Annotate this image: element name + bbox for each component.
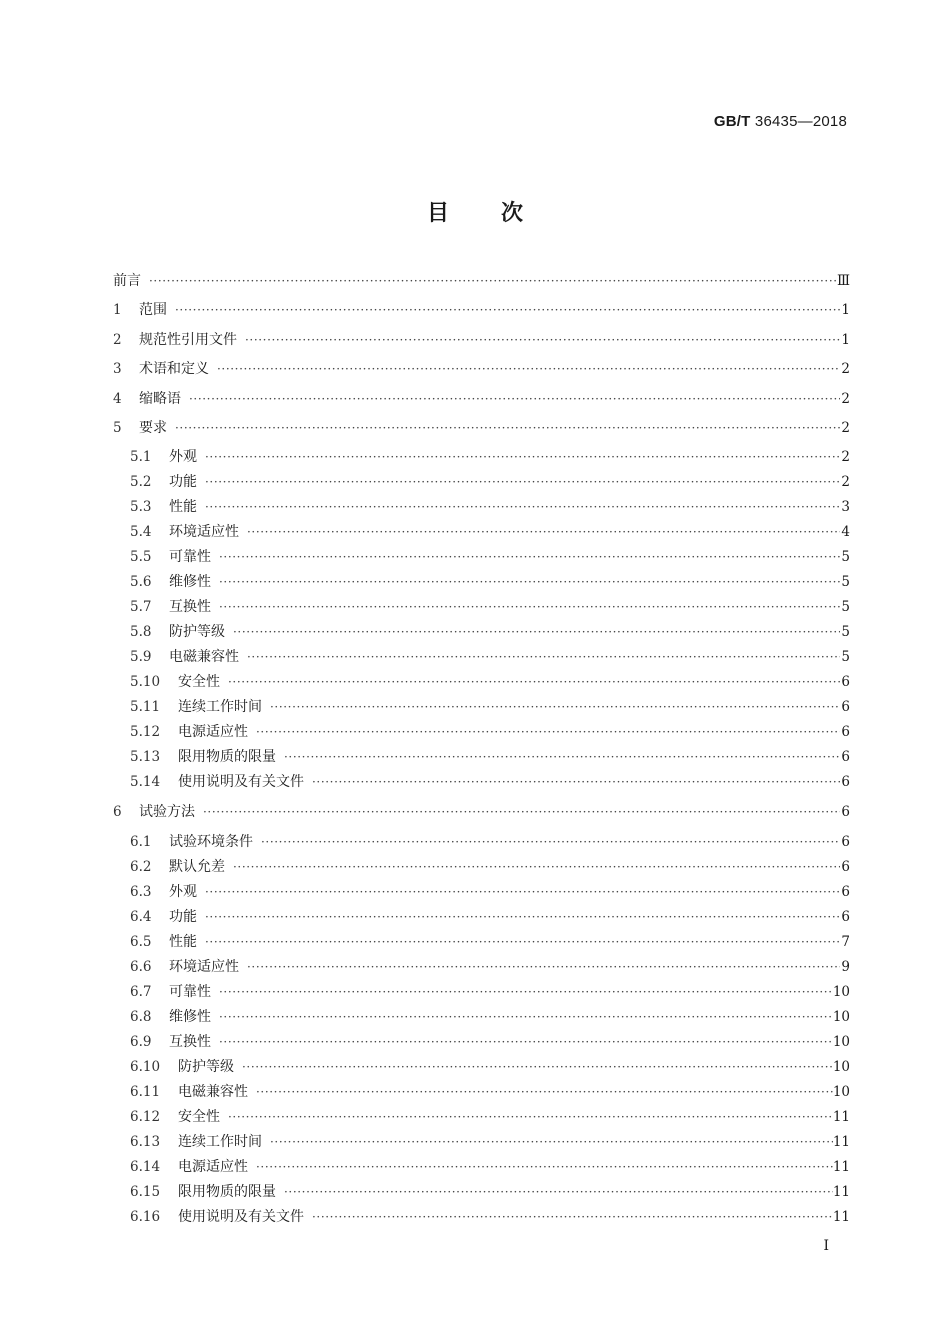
- toc-entry-page: 6: [841, 908, 850, 925]
- toc-entry-page: 10: [832, 1033, 850, 1050]
- toc-entry-number: 4: [113, 390, 122, 407]
- toc-entry-label: 电源适应性: [178, 724, 248, 741]
- toc-entry-label: 维修性: [169, 1008, 211, 1025]
- toc-entry-label: 限用物质的限量: [178, 1183, 276, 1200]
- toc-entry[interactable]: [113, 956, 850, 981]
- toc-entry-label: 试验环境条件: [169, 833, 253, 850]
- toc-entry-label: 限用物质的限量: [178, 749, 276, 766]
- toc-dot-leader: [252, 1160, 833, 1174]
- toc-entry-page: 5: [841, 599, 850, 616]
- toc-entry-label: 电源适应性: [178, 1158, 248, 1175]
- toc-dot-leader: [215, 985, 833, 999]
- toc-entry-number: 6.3: [130, 883, 152, 900]
- toc-dot-leader: [171, 303, 840, 317]
- toc-dot-leader: [145, 274, 837, 288]
- toc-entry-page: 3: [841, 499, 850, 516]
- toc-entry-number: 5.10: [130, 674, 161, 691]
- toc-entry-page: 4: [841, 524, 850, 541]
- toc-entry[interactable]: [113, 546, 850, 571]
- toc-entry[interactable]: [113, 621, 850, 646]
- toc-entry-label: 性能: [169, 933, 197, 950]
- toc-dot-leader: [266, 1135, 833, 1149]
- toc-dot-leader: [213, 362, 840, 376]
- toc-entry-number: 6.10: [130, 1058, 161, 1075]
- toc-entry-number: 6.2: [130, 858, 152, 875]
- toc-entry-label: 使用说明及有关文件: [178, 1208, 304, 1225]
- toc-dot-leader: [201, 475, 840, 489]
- toc-entry-label: 防护等级: [169, 624, 225, 641]
- toc-dot-leader: [280, 750, 840, 764]
- toc-entry[interactable]: [113, 1106, 850, 1131]
- toc-entry-number: 6.7: [130, 983, 152, 1000]
- toc-entry-label: 环境适应性: [169, 524, 239, 541]
- toc-entry[interactable]: [113, 671, 850, 696]
- toc-dot-leader: [215, 1035, 833, 1049]
- toc-entry[interactable]: [113, 1006, 850, 1031]
- toc-entry-page: 2: [841, 390, 850, 407]
- toc-entry-number: 5.4: [130, 524, 152, 541]
- toc-entry-number: 2: [113, 331, 122, 348]
- toc-entry-label: 功能: [169, 474, 197, 491]
- toc-entry[interactable]: [113, 471, 850, 496]
- toc-entry-page: 9: [841, 958, 850, 975]
- toc-entry-number: 6.8: [130, 1008, 152, 1025]
- toc-entry-page: 1: [841, 331, 850, 348]
- toc-entry-page: 2: [841, 419, 850, 436]
- toc-entry-number: 5: [113, 419, 122, 436]
- toc-entry-page: 6: [841, 699, 850, 716]
- toc-entry-label: 默认允差: [169, 858, 225, 875]
- toc-entry-page: 6: [841, 674, 850, 691]
- toc-entry-page: 5: [841, 549, 850, 566]
- toc-dot-leader: [201, 910, 840, 924]
- toc-entry-page: 10: [832, 983, 850, 1000]
- toc-entry-label: 安全性: [178, 674, 220, 691]
- toc-entry-page: 10: [832, 1058, 850, 1075]
- toc-dot-leader: [280, 1185, 833, 1199]
- toc-entry-number: 6.14: [130, 1158, 161, 1175]
- toc-entry[interactable]: [113, 446, 850, 471]
- toc-entry-page: 7: [841, 933, 850, 950]
- toc-entry[interactable]: [113, 329, 850, 358]
- toc-dot-leader: [199, 805, 840, 819]
- toc-entry[interactable]: [113, 801, 850, 830]
- toc-dot-leader: [201, 935, 840, 949]
- toc-dot-leader: [252, 1085, 833, 1099]
- toc-entry-label: 防护等级: [178, 1058, 234, 1075]
- toc-entry-page: 6: [841, 774, 850, 791]
- toc-dot-leader: [215, 600, 840, 614]
- toc-dot-leader: [171, 421, 840, 435]
- toc-entry[interactable]: [113, 1081, 850, 1106]
- toc-dot-leader: [308, 775, 840, 789]
- toc-entry[interactable]: [113, 521, 850, 546]
- toc-dot-leader: [201, 500, 840, 514]
- toc-entry-number: 6.13: [130, 1133, 161, 1150]
- toc-entry[interactable]: [113, 1031, 850, 1056]
- toc-entry-number: 1: [113, 302, 122, 319]
- toc-dot-leader: [243, 960, 840, 974]
- toc-entry-number: 6.11: [130, 1083, 161, 1100]
- toc-entry-label: 可靠性: [169, 549, 211, 566]
- toc-entry-page: 11: [832, 1108, 850, 1125]
- toc-entry-label: 安全性: [178, 1108, 220, 1125]
- toc-entry-label: 电磁兼容性: [178, 1083, 248, 1100]
- toc-dot-leader: [229, 625, 840, 639]
- toc-entry-page: Ⅲ: [836, 273, 850, 289]
- toc-entry-label: 可靠性: [169, 983, 211, 1000]
- toc-entry-number: 5.11: [130, 699, 161, 716]
- toc-entry-page: 6: [841, 724, 850, 741]
- toc-entry-number: 5.1: [130, 449, 152, 466]
- toc-entry[interactable]: [113, 831, 850, 856]
- toc-entry-page: 1: [841, 302, 850, 319]
- toc-entry-number: 5.8: [130, 624, 152, 641]
- toc-entry-label: 连续工作时间: [178, 699, 262, 716]
- toc-entry-page: 5: [841, 649, 850, 666]
- toc-entry[interactable]: [113, 931, 850, 956]
- toc-dot-leader: [241, 333, 840, 347]
- toc-entry[interactable]: [113, 856, 850, 881]
- toc-entry-label: 缩略语: [139, 390, 181, 407]
- toc-entry[interactable]: [113, 981, 850, 1006]
- toc-entry-label: 互换性: [169, 599, 211, 616]
- toc-entry-label: 试验方法: [139, 804, 195, 821]
- toc-entry[interactable]: [113, 417, 850, 446]
- toc-entry-number: 5.3: [130, 499, 152, 516]
- toc-entry-number: 6: [113, 804, 122, 821]
- toc-entry-number: 6.15: [130, 1183, 161, 1200]
- toc-entry[interactable]: [113, 771, 850, 796]
- toc-entry-label: 电磁兼容性: [169, 649, 239, 666]
- footer-page-number: Ⅰ: [823, 1238, 829, 1254]
- toc-dot-leader: [215, 1010, 833, 1024]
- page-title: 目次: [426, 201, 575, 226]
- toc-entry-number: 5.13: [130, 749, 161, 766]
- toc-entry-number: 5.6: [130, 574, 152, 591]
- toc-entry-page: 6: [841, 804, 850, 821]
- toc-entry-number: 5.5: [130, 549, 152, 566]
- toc-entry-page: 6: [841, 883, 850, 900]
- toc-entry-number: 6.4: [130, 908, 152, 925]
- toc-entry-number: 6.6: [130, 958, 152, 975]
- toc-entry-page: 5: [841, 624, 850, 641]
- toc-dot-leader: [243, 650, 840, 664]
- toc-entry-label: 环境适应性: [169, 958, 239, 975]
- toc-entry[interactable]: [113, 496, 850, 521]
- toc-entry-label: 要求: [139, 419, 167, 436]
- toc-entry-page: 2: [841, 474, 850, 491]
- toc-entry[interactable]: [113, 358, 850, 387]
- standard-code: [714, 113, 847, 130]
- toc-dot-leader: [238, 1060, 833, 1074]
- toc-entry-label: 功能: [169, 908, 197, 925]
- toc-dot-leader: [308, 1210, 833, 1224]
- toc-entry-page: 6: [841, 749, 850, 766]
- toc-entry-label: 范围: [139, 302, 167, 319]
- toc-dot-leader: [243, 525, 840, 539]
- toc-entry-page: 5: [841, 574, 850, 591]
- table-of-contents: [113, 270, 850, 1231]
- toc-entry-number: 6.12: [130, 1108, 161, 1125]
- toc-dot-leader: [257, 835, 840, 849]
- toc-entry-number: 5.12: [130, 724, 161, 741]
- toc-entry-number: 6.9: [130, 1033, 152, 1050]
- toc-entry[interactable]: [113, 388, 850, 417]
- toc-entry[interactable]: [113, 881, 850, 906]
- toc-entry-page: 11: [832, 1183, 850, 1200]
- toc-dot-leader: [266, 700, 840, 714]
- toc-entry-number: 5.7: [130, 599, 152, 616]
- toc-entry-label: 外观: [169, 449, 197, 466]
- standard-number: 36435—2018: [754, 113, 847, 130]
- toc-entry[interactable]: [113, 721, 850, 746]
- toc-dot-leader: [201, 450, 840, 464]
- toc-entry-label: 连续工作时间: [178, 1133, 262, 1150]
- toc-dot-leader: [252, 725, 840, 739]
- toc-entry-number: 5.14: [130, 774, 161, 791]
- toc-entry-label: 规范性引用文件: [139, 331, 237, 348]
- toc-entry[interactable]: [113, 1181, 850, 1206]
- toc-entry-number: 6.5: [130, 933, 152, 950]
- toc-dot-leader: [201, 885, 840, 899]
- toc-dot-leader: [185, 392, 840, 406]
- toc-entry-page: 2: [841, 361, 850, 378]
- toc-entry[interactable]: [113, 1056, 850, 1081]
- toc-entry-number: 3: [113, 361, 122, 378]
- toc-entry[interactable]: [113, 1206, 850, 1231]
- toc-entry[interactable]: [113, 646, 850, 671]
- toc-entry-label: 使用说明及有关文件: [178, 774, 304, 791]
- toc-dot-leader: [224, 675, 840, 689]
- toc-entry-number: 6.16: [130, 1208, 161, 1225]
- toc-entry-page: 10: [832, 1083, 850, 1100]
- toc-entry[interactable]: [113, 746, 850, 771]
- toc-dot-leader: [224, 1110, 833, 1124]
- toc-dot-leader: [229, 860, 840, 874]
- toc-entry-number: 5.2: [130, 474, 152, 491]
- toc-entry[interactable]: [113, 1131, 850, 1156]
- toc-entry-label: 术语和定义: [139, 361, 209, 378]
- toc-entry[interactable]: [113, 1156, 850, 1181]
- toc-entry-page: 2: [841, 449, 850, 466]
- toc-entry[interactable]: [113, 270, 850, 299]
- toc-dot-leader: [215, 575, 840, 589]
- toc-entry[interactable]: [113, 906, 850, 931]
- toc-entry[interactable]: [113, 596, 850, 621]
- toc-entry-label: 互换性: [169, 1033, 211, 1050]
- standard-prefix: GB/T: [713, 113, 751, 130]
- toc-dot-leader: [215, 550, 840, 564]
- toc-entry-label: 维修性: [169, 574, 211, 591]
- toc-entry-label: 外观: [169, 883, 197, 900]
- toc-entry-label: 前言: [113, 273, 141, 289]
- toc-entry-page: 10: [832, 1008, 850, 1025]
- toc-entry[interactable]: [113, 299, 850, 328]
- toc-entry-page: 6: [841, 858, 850, 875]
- toc-entry[interactable]: [113, 571, 850, 596]
- toc-entry-page: 11: [832, 1158, 850, 1175]
- toc-entry[interactable]: [113, 696, 850, 721]
- toc-entry-page: 11: [832, 1133, 850, 1150]
- toc-entry-number: 6.1: [130, 833, 152, 850]
- toc-entry-page: 6: [841, 833, 850, 850]
- toc-entry-label: 性能: [169, 499, 197, 516]
- toc-entry-number: 5.9: [130, 649, 152, 666]
- toc-entry-page: 11: [832, 1208, 850, 1225]
